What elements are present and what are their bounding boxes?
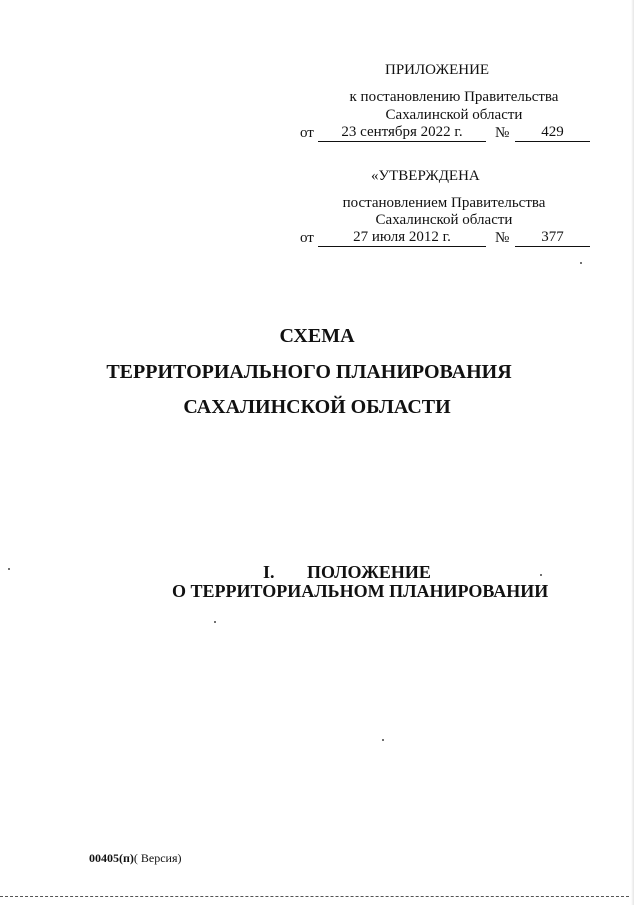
document-code-number: 00405(п) — [89, 851, 134, 865]
appendix-from-label: от — [300, 125, 314, 141]
scan-bottom-edge — [0, 896, 634, 897]
appendix-line-2: Сахалинской области — [385, 107, 523, 123]
scan-speck — [214, 621, 216, 623]
appendix-line-1: к постановлению Правительства — [349, 89, 559, 105]
appendix-heading: ПРИЛОЖЕНИЕ — [385, 62, 490, 78]
document-version: ( Версия) — [133, 851, 182, 865]
document-title-line-3: САХАЛИНСКОЙ ОБЛАСТИ — [183, 396, 451, 418]
approved-from-label: от — [300, 230, 314, 246]
scan-speck — [540, 574, 542, 576]
scan-speck — [8, 568, 10, 570]
scan-speck — [580, 262, 582, 264]
document-title-line-1: СХЕМА — [279, 325, 355, 347]
approved-heading: «УТВЕРЖДЕНА — [371, 168, 480, 184]
appendix-date-field: 23 сентября 2022 г. — [318, 123, 486, 142]
section-numeral: I. — [263, 562, 275, 582]
document-title-line-2: ТЕРРИТОРИАЛЬНОГО ПЛАНИРОВАНИЯ — [106, 361, 512, 383]
approved-number-label: № — [495, 230, 510, 246]
approved-date-field: 27 июля 2012 г. — [318, 228, 486, 247]
approved-line-1: постановлением Правительства — [342, 195, 546, 211]
scan-speck — [382, 739, 384, 741]
document-code — [89, 851, 182, 865]
appendix-number-field: 429 — [515, 123, 590, 142]
section-heading-line-1: ПОЛОЖЕНИЕ — [307, 562, 431, 582]
section-heading-line-2: О ТЕРРИТОРИАЛЬНОМ ПЛАНИРОВАНИИ — [172, 581, 549, 601]
approved-number-field: 377 — [515, 228, 590, 247]
appendix-number-label: № — [495, 125, 510, 141]
approved-line-2: Сахалинской области — [375, 212, 513, 228]
